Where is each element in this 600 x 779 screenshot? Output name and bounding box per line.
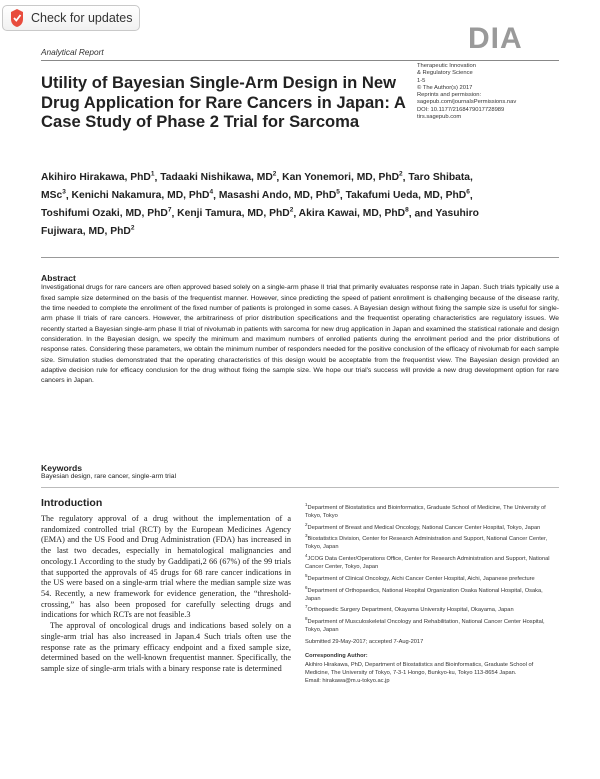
journal-info-line[interactable]: sagepub.com/journalsPermissions.nav — [417, 99, 517, 106]
journal-info-line: © The Author(s) 2017 — [417, 84, 473, 91]
paragraph: The approval of oncological drugs and indications based solely on a single-arm trial has also increased in Japan.4 Such trials often use the response rate as the primary efficacy endpoint and a fixed sample size, determined based on the well-known frequentist manner. Specifically, the sample size of single-arm trials with a binary response rate is determined — [41, 621, 291, 674]
author: Yasuhiro Fujiwara, MD, PhD$^2$ — [41, 208, 479, 238]
abstract-text: Investigational drugs for rare cancers are often approved based solely on a single-arm phase II trial that primarily evaluates response rate in Japan. Such trials typically use a fixed sample size determined on the basis of the frequentist manner. However, since predicting the speed of patient enrollment is challenging because of the disease rarity, the time needed to complete the enrollment of the fixed number of patients is prolonged in some cases. A Bayesian design without fixing the sample size is useful for single-arm phase II trials of rare cancers. However, the arbitrariness of prior distribution specifications and the frequentist operating characteristics are regulatory issues. We recently started a Bayesian single-arm phase II trial of nivolumab in patients with sarcoma for new drug application in Japan and examined the statistical rationale and design consideration. In the Bayesian design, we specify the minimum and maximum numbers of enrolled patients during the enrollment period and the prior distributions of response rates. Considering these parameters, we obtain the minimum number of responders needed for the positive conclusion of the efficacy of nivolumab for each sample size. Simulation studies demonstrated that the operating characteristics of this design would be acceptable from the frequentist view. The Bayesian design provided an adaptive decision rule for efficacy conclusion for the drug without fixing the sample size. We hope our trial's success will provide a new drug development option for rare cancers in Japan. — [41, 284, 559, 385]
author: Kenichi Nakamura, MD, PhD$^4$ — [71, 189, 214, 202]
author-list: Akihiro Hirakawa, PhD$^1$, Tadaaki Nishikawa, $MD^2$, Kan Yonemori, MD, PhD$^2$, Taro Shibata, MSc$^3$, Kenichi Nakamura, MD, PhD$^4$, Masashi Ando, MD, PhD$^5$, Takafumi Ueda, MD, PhD$^6$, Toshifumi Ozaki, MD, PhD$^7$, Kenji Tamura, MD, PhD$^2$, Akira Kawai, MD, PhD$^8$, and Yasuhiro Fujiwara, MD, PhD$^2$ — [41, 171, 479, 238]
paper-title: Utility of Bayesian Single-Arm Design in New Drug Application for Rare Cancers in Japan: A Case Study of Phase 2 Trial for Sarcoma — [41, 73, 406, 131]
author: Masashi Ando, MD, PhD$^5$ — [218, 189, 340, 202]
affiliation: $^5$Department of Clinical Oncology, Aichi Cancer Center Hospital, Aichi, Japanese prefecture — [305, 572, 535, 582]
author: Akira Kawai, MD, PhD$^8$ — [298, 207, 409, 220]
body-divider — [41, 487, 559, 488]
corresponding-author-email[interactable]: Email: hirakawa@m.u-tokyo.ac.jp — [305, 678, 390, 685]
header-divider — [41, 60, 559, 61]
introduction-text — [41, 514, 291, 675]
author: Taro Shibata, MSc$^3$ — [41, 172, 473, 202]
journal-info-line[interactable]: tirs.sagepub.com — [417, 114, 462, 121]
keywords-section — [41, 463, 559, 480]
affiliation: $^3$Biostatistics Division, Center for Research Administration and Support, National Cancer Center, Tokyo, Japan — [305, 533, 548, 551]
author: Tadaaki Nishikawa, $MD^2$ — [160, 171, 277, 184]
crossmark-icon — [9, 8, 25, 28]
affiliation: $^4$JCOG Data Center/Operations Office, Center for Research Administration and Support, National Cancer Center, Tokyo, Japan — [305, 553, 550, 571]
affiliation: $^1$Department of Biostatistics and Bioinformatics, Graduate School of Medicine, The University of Tokyo, Tokyo — [305, 502, 546, 520]
keywords-heading: Keywords — [41, 463, 83, 473]
author: Kan Yonemori, MD, PhD$^2$ — [282, 171, 403, 184]
keywords-text: Bayesian design, rare cancer, single-arm trial — [41, 473, 177, 480]
submission-dates: Submitted 29-May-2017; accepted 7-Aug-2017 — [305, 639, 424, 646]
affiliation: $^7$Orthopaedic Surgery Department, Okayama University Hospital, Okayama, Japan — [305, 604, 514, 614]
report-type: Analytical Report — [41, 47, 104, 57]
introduction-heading: Introduction — [41, 497, 103, 509]
author: Kenji Tamura, MD, PhD$^2$ — [177, 207, 294, 220]
corresponding-author-heading: Corresponding Author: — [305, 653, 368, 660]
author: Takafumi Ueda, MD, PhD$^6$ — [345, 189, 470, 202]
journal-info-line: DOI: 10.1177/2168479017728989 — [417, 106, 505, 113]
author: Akihiro Hirakawa, PhD$^1$ — [41, 171, 155, 184]
abstract-section — [41, 273, 559, 387]
paragraph: The regulatory approval of a drug without the implementation of a randomized controlled trial (RCT) by the European Medicines Agency (EMA) and the US Food and Drug Administration (FDA) has increased in the last two decades, especially in hematological malignancies and oncology.1 According to the study by Gaddipati,2 66 (67%) of the 99 trials that supported the approvals of 45 drugs for 68 rare cancer indications in the US were based on a single-arm trial where the median sample size was 54. Recently, a new framework for evidence generation, the “threshold-crossing,” has also been proposed for carefully selecting drugs and indications for which RCTs are not feasible.3 — [41, 514, 291, 620]
check-for-updates-badge[interactable] — [2, 5, 140, 31]
corresponding-author-text: Akihiro Hirakawa, PhD, Department of Biostatistics and Bioinformatics, Graduate School of Medicine, The University of Tokyo, 7-3-1 Hongo, Bunkyo-ku, Tokyo 113-8654 Japan. — [305, 661, 534, 676]
check-for-updates-label: Check for updates — [31, 11, 133, 25]
affiliation: $^2$Department of Breast and Medical Oncology, National Cancer Center Hospital, Tokyo, Japan — [305, 521, 541, 531]
journal-info — [417, 63, 562, 121]
abstract-divider — [41, 257, 559, 258]
journal-info-line: & Regulatory Science — [417, 70, 473, 77]
journal-logo: DIA — [468, 22, 523, 55]
affiliations-column — [305, 501, 559, 685]
journal-info-line: Reprints and permission: — [417, 92, 482, 99]
affiliation: $^8$Department of Musculoskeletal Oncology and Rehabilitation, National Cancer Center Hospital, Tokyo, Japan — [305, 615, 545, 634]
journal-info-line: 1-5 — [417, 77, 426, 84]
journal-info-line: Therapeutic Innovation — [417, 63, 476, 69]
affiliation: $^6$Department of Orthopaedics, National Hospital Organization Osaka National Hospital, Osaka, Japan — [305, 584, 543, 602]
author: Toshifumi Ozaki, MD, PhD$^7$ — [41, 207, 172, 220]
abstract-heading: Abstract — [41, 273, 76, 283]
